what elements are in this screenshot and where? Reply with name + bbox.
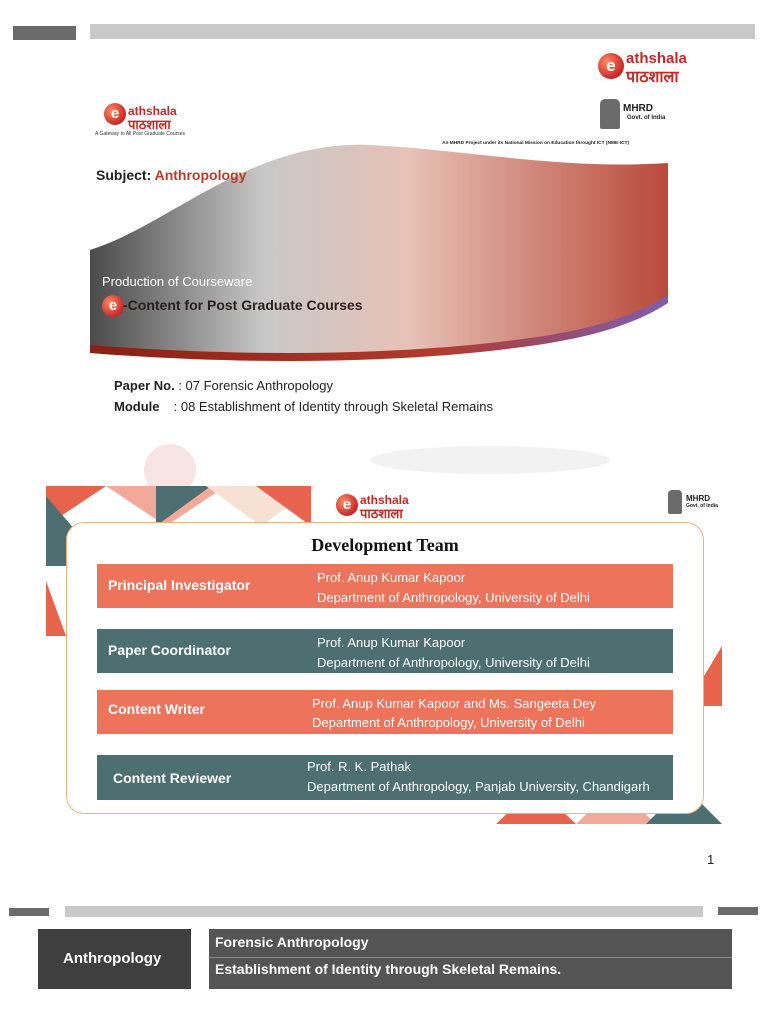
- team-emblem-icon: [668, 490, 682, 514]
- footer-bar-right: [718, 907, 758, 915]
- team-logo-text-en: athshala: [360, 493, 409, 507]
- team-e-logo-icon: e: [336, 494, 358, 516]
- page-number: 1: [707, 852, 715, 867]
- team-mhrd-label: MHRD: [686, 494, 710, 503]
- paper-label: Paper No.: [114, 378, 175, 393]
- team-card: [66, 522, 704, 814]
- member-name: Prof. R. K. Pathak: [307, 759, 412, 774]
- member-department: Department of Anthropology, University of Delhi: [317, 655, 590, 670]
- content-title: -Content for Post Graduate Courses: [123, 297, 363, 313]
- footer-bar-left: [9, 908, 49, 916]
- mission-text: An MHRD Project under its National Mission on Education throught ICT (NME-ICT): [442, 141, 630, 146]
- role-label: Principal Investigator: [108, 577, 251, 593]
- paper-value: : 07 Forensic Anthropology: [178, 378, 333, 393]
- decor-triangle: [156, 486, 211, 526]
- emblem-icon: [600, 99, 620, 129]
- team-row-content-reviewer: [97, 755, 673, 800]
- cover-logo-text-hi: पाठशाला: [128, 117, 171, 132]
- member-name: Prof. Anup Kumar Kapoor: [317, 570, 466, 585]
- module-line: [114, 399, 493, 414]
- paper-line: [114, 378, 333, 393]
- production-text: Production of Courseware: [102, 274, 253, 289]
- role-label: Content Writer: [108, 701, 205, 717]
- decor-triangle: [256, 486, 311, 526]
- member-department: Department of Anthropology, University of Delhi: [317, 590, 590, 605]
- team-govt-label: Govt. of India: [686, 503, 718, 509]
- module-value: : 08 Establishment of Identity through Skeletal Remains: [173, 399, 494, 414]
- team-row-content-writer: [97, 690, 673, 734]
- content-e-icon: e: [102, 295, 124, 317]
- team-logo-text-hi: पाठशाला: [360, 506, 403, 521]
- header-bar-left: [13, 26, 76, 40]
- module-label: Module: [114, 399, 160, 414]
- member-name: Prof. Anup Kumar Kapoor: [317, 635, 466, 650]
- member-name: Prof. Anup Kumar Kapoor and Ms. Sangeeta Dey: [312, 696, 597, 711]
- team-row-principal-investigator: [97, 564, 673, 608]
- footer-module: Establishment of Identity through Skeletal Remains.: [215, 961, 562, 977]
- subject-value: Anthropology: [154, 167, 247, 183]
- subject-line: [96, 167, 246, 183]
- decor-triangle: [46, 581, 66, 636]
- team-row-paper-coordinator: [97, 629, 673, 673]
- team-title: Development Team: [311, 535, 459, 555]
- member-department: Department of Anthropology, Panjab University, Chandigarh: [307, 779, 650, 794]
- cover-logo-text-en: athshala: [128, 104, 177, 118]
- govt-label: Govt. of India: [627, 115, 666, 121]
- watermark-graphic: [110, 430, 670, 490]
- mhrd-label: MHRD: [623, 103, 653, 114]
- subject-label: Subject:: [96, 167, 152, 183]
- logo-text-en: athshala: [626, 50, 687, 67]
- footer-bar-middle: [65, 906, 703, 917]
- footer-paper: Forensic Anthropology: [215, 934, 369, 950]
- member-department: Department of Anthropology, University of Delhi: [312, 715, 585, 730]
- e-logo-icon: e: [598, 53, 624, 79]
- role-label: Paper Coordinator: [108, 642, 231, 658]
- watermark: [110, 430, 670, 490]
- development-team-slide: [46, 486, 722, 824]
- logo-text-hi: पाठशाला: [626, 69, 679, 86]
- header-bar-right: [90, 24, 755, 39]
- cover-e-logo-icon: e: [104, 103, 126, 125]
- footer-subject-box: [38, 929, 191, 989]
- epathshala-logo: [598, 50, 713, 86]
- role-label: Content Reviewer: [113, 770, 232, 786]
- cover-slide: [90, 95, 668, 428]
- footer-divider: [209, 957, 732, 958]
- footer-subject: Anthropology: [63, 950, 162, 967]
- footer-title-box: [209, 929, 732, 989]
- cover-logo-tagline: A Gateway to All Post Graduate Courses: [95, 131, 186, 137]
